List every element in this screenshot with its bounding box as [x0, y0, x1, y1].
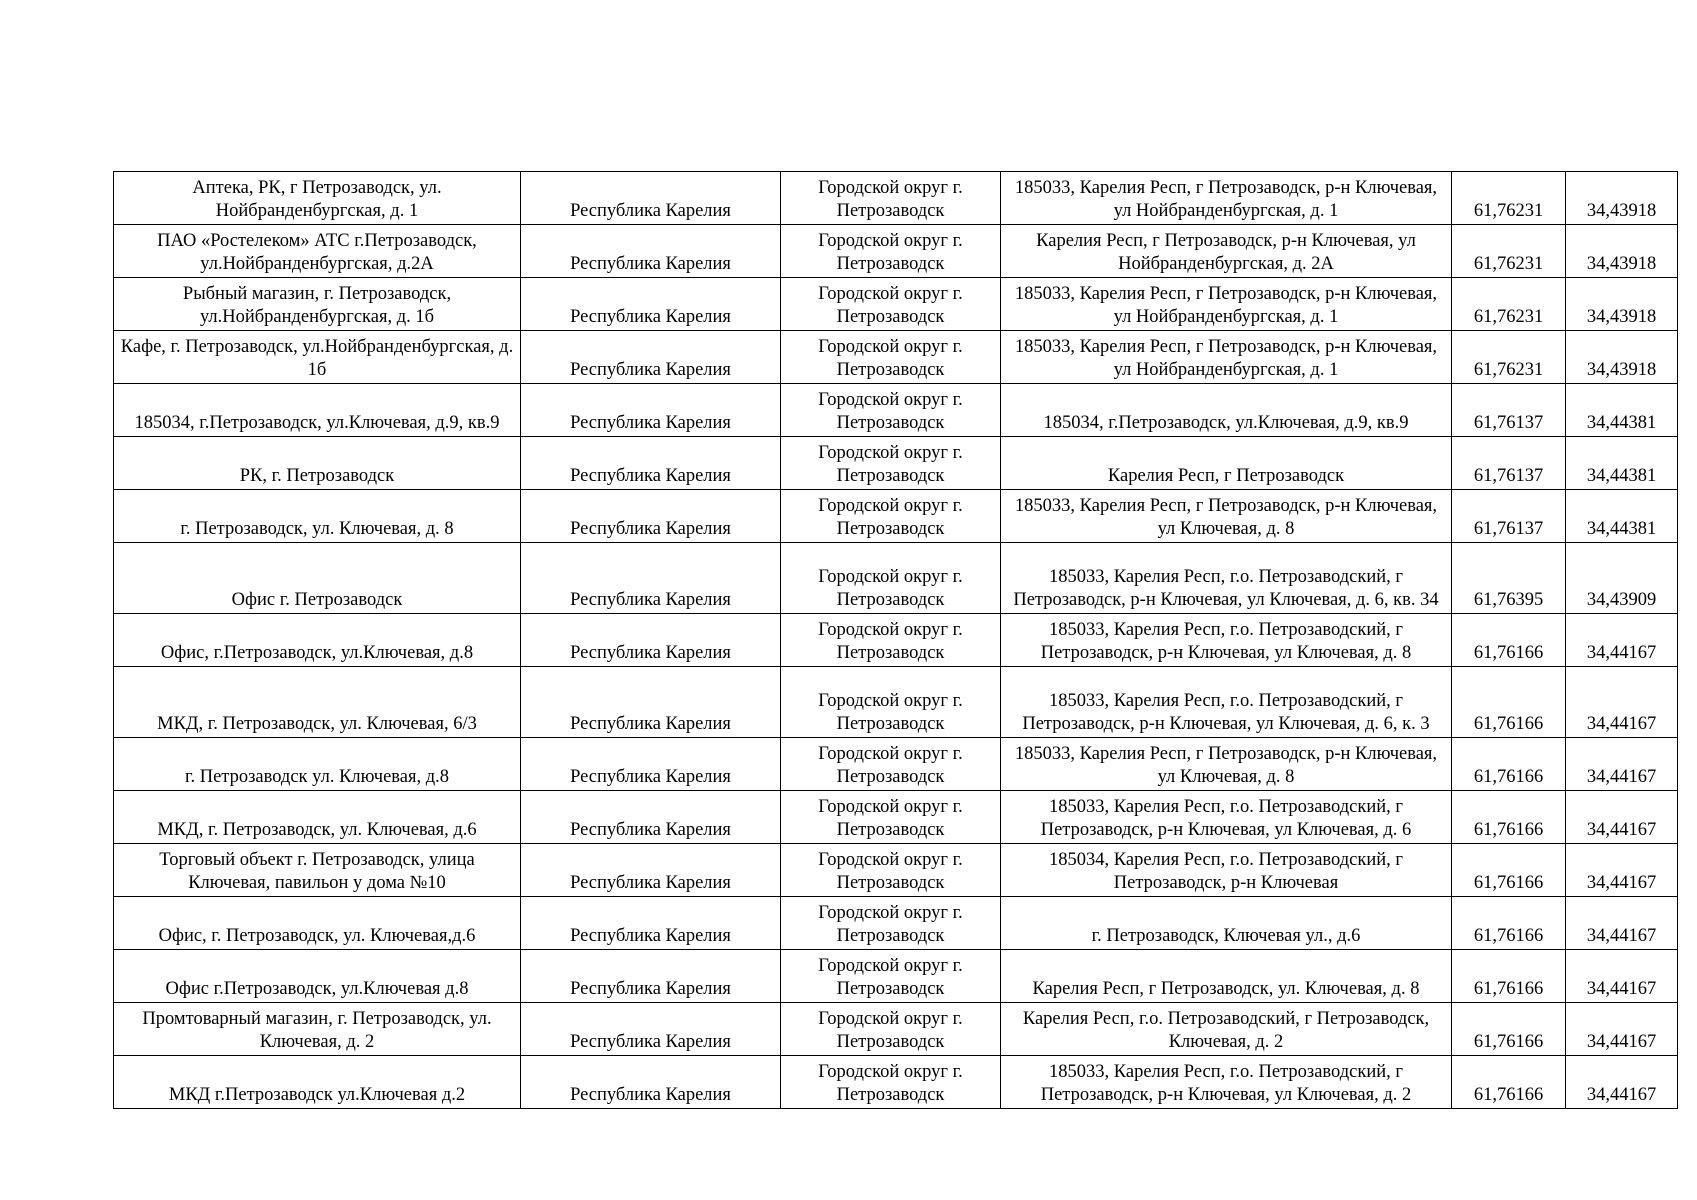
latitude-cell: 61,76231 [1452, 278, 1566, 331]
table-row [114, 384, 1678, 437]
latitude-cell: 61,76166 [1452, 1003, 1566, 1056]
region-cell: Республика Карелия [521, 172, 781, 225]
district-cell: Городской округ г. Петрозаводск [781, 490, 1001, 543]
region-cell: Республика Карелия [521, 791, 781, 844]
address-cell: 185033, Карелия Респ, г Петрозаводск, р-н Ключевая, ул Нойбранденбургская, д. 1 [1001, 278, 1452, 331]
district-cell: Городской округ г. Петрозаводск [781, 897, 1001, 950]
district-cell: Городской округ г. Петрозаводск [781, 844, 1001, 897]
object-name-cell: Кафе, г. Петрозаводск, ул.Нойбранденбургская, д. 1б [114, 331, 521, 384]
longitude-cell: 34,44167 [1566, 667, 1678, 738]
region-cell: Республика Карелия [521, 1056, 781, 1109]
district-cell: Городской округ г. Петрозаводск [781, 1003, 1001, 1056]
longitude-cell: 34,43918 [1566, 331, 1678, 384]
object-name-cell: 185034, г.Петрозаводск, ул.Ключевая, д.9, кв.9 [114, 384, 521, 437]
latitude-cell: 61,76166 [1452, 844, 1566, 897]
district-cell: Городской округ г. Петрозаводск [781, 331, 1001, 384]
table-body [114, 172, 1678, 1109]
longitude-cell: 34,43918 [1566, 225, 1678, 278]
region-cell: Республика Карелия [521, 950, 781, 1003]
object-name-cell: Офис г.Петрозаводск, ул.Ключевая д.8 [114, 950, 521, 1003]
district-cell: Городской округ г. Петрозаводск [781, 225, 1001, 278]
table-row [114, 950, 1678, 1003]
address-cell: 185034, Карелия Респ, г.о. Петрозаводский, г Петрозаводск, р-н Ключевая [1001, 844, 1452, 897]
table-row [114, 844, 1678, 897]
address-cell: 185033, Карелия Респ, г Петрозаводск, р-н Ключевая, ул Нойбранденбургская, д. 1 [1001, 331, 1452, 384]
table-row [114, 667, 1678, 738]
region-cell: Республика Карелия [521, 897, 781, 950]
longitude-cell: 34,43918 [1566, 278, 1678, 331]
district-cell: Городской округ г. Петрозаводск [781, 614, 1001, 667]
table-row [114, 278, 1678, 331]
district-cell: Городской округ г. Петрозаводск [781, 667, 1001, 738]
region-cell: Республика Карелия [521, 278, 781, 331]
address-cell: 185033, Карелия Респ, г Петрозаводск, р-н Ключевая, ул Ключевая, д. 8 [1001, 490, 1452, 543]
district-cell: Городской округ г. Петрозаводск [781, 791, 1001, 844]
longitude-cell: 34,44167 [1566, 897, 1678, 950]
district-cell: Городской округ г. Петрозаводск [781, 384, 1001, 437]
latitude-cell: 61,76166 [1452, 897, 1566, 950]
address-cell: 185033, Карелия Респ, г Петрозаводск, р-н Ключевая, ул Нойбранденбургская, д. 1 [1001, 172, 1452, 225]
longitude-cell: 34,44167 [1566, 791, 1678, 844]
object-name-cell: МКД, г. Петрозаводск, ул. Ключевая, 6/3 [114, 667, 521, 738]
longitude-cell: 34,44167 [1566, 950, 1678, 1003]
district-cell: Городской округ г. Петрозаводск [781, 437, 1001, 490]
address-cell: Карелия Респ, г Петрозаводск [1001, 437, 1452, 490]
table-row [114, 543, 1678, 614]
longitude-cell: 34,44381 [1566, 437, 1678, 490]
district-cell: Городской округ г. Петрозаводск [781, 278, 1001, 331]
district-cell: Городской округ г. Петрозаводск [781, 543, 1001, 614]
region-cell: Республика Карелия [521, 844, 781, 897]
latitude-cell: 61,76137 [1452, 384, 1566, 437]
object-name-cell: ПАО «Ростелеком» АТС г.Петрозаводск, ул.Нойбранденбургская, д.2А [114, 225, 521, 278]
object-name-cell: г. Петрозаводск ул. Ключевая, д.8 [114, 738, 521, 791]
object-name-cell: Рыбный магазин, г. Петрозаводск, ул.Нойбранденбургская, д. 1б [114, 278, 521, 331]
district-cell: Городской округ г. Петрозаводск [781, 172, 1001, 225]
table-row [114, 172, 1678, 225]
latitude-cell: 61,76166 [1452, 614, 1566, 667]
longitude-cell: 34,44381 [1566, 490, 1678, 543]
longitude-cell: 34,44167 [1566, 1056, 1678, 1109]
latitude-cell: 61,76166 [1452, 950, 1566, 1003]
table-row [114, 437, 1678, 490]
latitude-cell: 61,76166 [1452, 738, 1566, 791]
region-cell: Республика Карелия [521, 1003, 781, 1056]
longitude-cell: 34,44167 [1566, 738, 1678, 791]
address-cell: 185033, Карелия Респ, г.о. Петрозаводский, г Петрозаводск, р-н Ключевая, ул Ключевая, д. 6, к. 3 [1001, 667, 1452, 738]
table-row [114, 1056, 1678, 1109]
object-name-cell: Промтоварный магазин, г. Петрозаводск, ул. Ключевая, д. 2 [114, 1003, 521, 1056]
latitude-cell: 61,76137 [1452, 437, 1566, 490]
object-name-cell: Офис г. Петрозаводск [114, 543, 521, 614]
region-cell: Республика Карелия [521, 667, 781, 738]
region-cell: Республика Карелия [521, 331, 781, 384]
latitude-cell: 61,76231 [1452, 225, 1566, 278]
address-table [113, 171, 1678, 1109]
address-cell: Карелия Респ, г Петрозаводск, р-н Ключевая, ул Нойбранденбургская, д. 2А [1001, 225, 1452, 278]
longitude-cell: 34,43918 [1566, 172, 1678, 225]
longitude-cell: 34,44167 [1566, 844, 1678, 897]
object-name-cell: Аптека, РК, г Петрозаводск, ул. Нойбранденбургская, д. 1 [114, 172, 521, 225]
object-name-cell: Торговый объект г. Петрозаводск, улица Ключевая, павильон у дома №10 [114, 844, 521, 897]
latitude-cell: 61,76395 [1452, 543, 1566, 614]
address-cell: г. Петрозаводск, Ключевая ул., д.6 [1001, 897, 1452, 950]
table-row [114, 1003, 1678, 1056]
object-name-cell: МКД г.Петрозаводск ул.Ключевая д.2 [114, 1056, 521, 1109]
table-row [114, 225, 1678, 278]
region-cell: Республика Карелия [521, 543, 781, 614]
table-row [114, 331, 1678, 384]
region-cell: Республика Карелия [521, 437, 781, 490]
region-cell: Республика Карелия [521, 614, 781, 667]
address-cell: 185033, Карелия Респ, г.о. Петрозаводский, г Петрозаводск, р-н Ключевая, ул Ключевая, д. 8 [1001, 614, 1452, 667]
table-row [114, 614, 1678, 667]
longitude-cell: 34,43909 [1566, 543, 1678, 614]
district-cell: Городской округ г. Петрозаводск [781, 1056, 1001, 1109]
object-name-cell: Офис, г. Петрозаводск, ул. Ключевая,д.6 [114, 897, 521, 950]
latitude-cell: 61,76166 [1452, 667, 1566, 738]
longitude-cell: 34,44381 [1566, 384, 1678, 437]
object-name-cell: Офис, г.Петрозаводск, ул.Ключевая, д.8 [114, 614, 521, 667]
district-cell: Городской округ г. Петрозаводск [781, 950, 1001, 1003]
latitude-cell: 61,76231 [1452, 331, 1566, 384]
latitude-cell: 61,76137 [1452, 490, 1566, 543]
table-row [114, 738, 1678, 791]
latitude-cell: 61,76166 [1452, 791, 1566, 844]
longitude-cell: 34,44167 [1566, 1003, 1678, 1056]
region-cell: Республика Карелия [521, 225, 781, 278]
table-row [114, 791, 1678, 844]
region-cell: Республика Карелия [521, 738, 781, 791]
region-cell: Республика Карелия [521, 384, 781, 437]
latitude-cell: 61,76166 [1452, 1056, 1566, 1109]
address-cell: 185033, Карелия Респ, г.о. Петрозаводский, г Петрозаводск, р-н Ключевая, ул Ключевая, д. 2 [1001, 1056, 1452, 1109]
address-cell: Карелия Респ, г.о. Петрозаводский, г Петрозаводск, Ключевая, д. 2 [1001, 1003, 1452, 1056]
region-cell: Республика Карелия [521, 490, 781, 543]
latitude-cell: 61,76231 [1452, 172, 1566, 225]
table-row [114, 897, 1678, 950]
object-name-cell: г. Петрозаводск, ул. Ключевая, д. 8 [114, 490, 521, 543]
object-name-cell: РК, г. Петрозаводск [114, 437, 521, 490]
object-name-cell: МКД, г. Петрозаводск, ул. Ключевая, д.6 [114, 791, 521, 844]
table-row [114, 490, 1678, 543]
address-cell: 185033, Карелия Респ, г.о. Петрозаводский, г Петрозаводск, р-н Ключевая, ул Ключевая, д. 6, кв. 34 [1001, 543, 1452, 614]
address-cell: Карелия Респ, г Петрозаводск, ул. Ключевая, д. 8 [1001, 950, 1452, 1003]
district-cell: Городской округ г. Петрозаводск [781, 738, 1001, 791]
address-cell: 185033, Карелия Респ, г Петрозаводск, р-н Ключевая, ул Ключевая, д. 8 [1001, 738, 1452, 791]
address-cell: 185034, г.Петрозаводск, ул.Ключевая, д.9, кв.9 [1001, 384, 1452, 437]
longitude-cell: 34,44167 [1566, 614, 1678, 667]
address-cell: 185033, Карелия Респ, г.о. Петрозаводский, г Петрозаводск, р-н Ключевая, ул Ключевая, д. 6 [1001, 791, 1452, 844]
